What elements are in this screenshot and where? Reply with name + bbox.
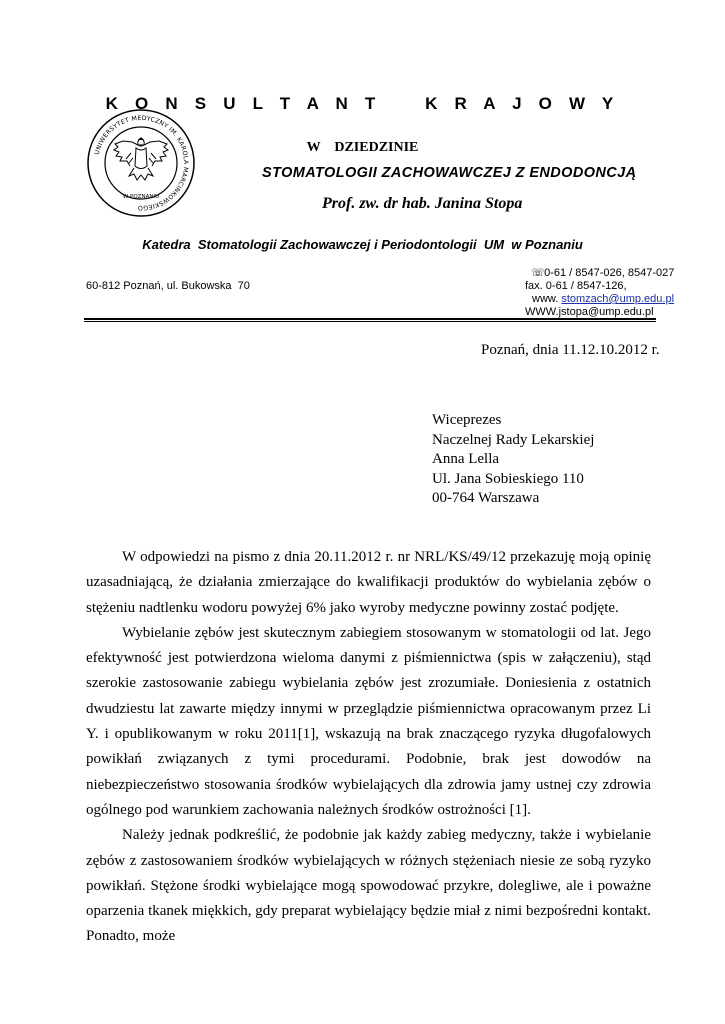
header-title: K O N S U L T A N T K R A J O W Y: [105, 94, 620, 113]
eagle-seal-icon: [86, 108, 196, 218]
phone-line: [531, 266, 674, 279]
university-seal: [86, 108, 196, 218]
field-name: STOMATOLOGII ZACHOWAWCZEJ Z ENDODONCJĄ: [262, 165, 637, 181]
department-name: Katedra Stomatologii Zachowawczej i Periodontologii UM w Poznaniu: [142, 237, 583, 252]
recipient-name: Anna Lella: [432, 451, 500, 467]
paragraph-2: Wybielanie zębów jest skutecznym zabiegiem stosowanym w stomatologii od lat. Jego efektywność jest potwierdzona wieloma danymi z piśmiennictwa (spis w załączeniu), stąd szerokie zastosowanie zabiegu wybielania zębów jest zrozumiałe. Doniesienia z ostatnich dwudziestu lat zawarte między innymi w przeglądzie piśmiennictwa opracowanym przez Li Y. i opublikowanym w roku 2011[1], wskazują na brak znaczącego ryzyka długofalowych powikłań związanych z tymi procedurami. Podobnie, brak jest dowodów na niebezpieczeństwo stosowania środków wybielających dla zdrowia jamy ustnej czy zdrowia ogólnego pod warunkiem zachowania należnych środków ostrożności [1].: [86, 624, 651, 818]
professor-name: Prof. zw. dr hab. Janina Stopa: [322, 195, 523, 212]
recipient-block: [432, 411, 594, 509]
recipient-title: Wiceprezes: [432, 412, 502, 428]
letter-body: [86, 545, 651, 950]
www-line: [532, 293, 674, 305]
seal-city: W POZNANIU: [122, 194, 160, 200]
fax-number: fax. 0-61 / 8547-126,: [525, 280, 627, 292]
postal-address: 60-812 Poznań, ul. Bukowska 70: [86, 280, 250, 292]
recipient-street: Ul. Jana Sobieskiego 110: [432, 470, 584, 487]
email-link[interactable]: stomzach@ump.edu.pl: [561, 293, 675, 305]
recipient-organization: Naczelnej Rady Lekarskiej: [432, 431, 595, 448]
paragraph-3: Należy jednak podkreślić, że podobnie jak każdy zabieg medyczny, także i wybielanie zębów z zastosowaniem środków wybielających w różnych stężeniach niesie ze sobą ryzyko powikłań. Stężone środki wybielające mogą spowodować przykre, dolegliwe, ale i poważne oparzenia tkanek miękkich, gdy preparat wybielający będzie miał z nimi bezpośredni kontakt. Ponadto, może: [86, 827, 651, 945]
paragraph-1: W odpowiedzi na pismo z dnia 20.11.2012 r. nr NRL/KS/49/12 przekazuję moją opinię uzasadniającą, że działania zmierzające do kwalifikacji produktów do wybielania zębów o stężeniu nadtlenku wodoru powyżej 6% jako wyroby medyczne powinny zostać podjęte.: [86, 549, 651, 616]
www-label: www.: [532, 293, 559, 305]
letter-date: Poznań, dnia 11.12.10.2012 r.: [481, 342, 660, 358]
header-divider: [84, 318, 656, 320]
phone-icon: ☏: [531, 267, 545, 279]
header-divider-thin: [84, 321, 656, 322]
recipient-city: 00-764 Warszawa: [432, 490, 540, 506]
seal-text: UNIWERSYTET MEDYCZNY IM. KAROLA MARCINKOWSKIEGO: [93, 114, 190, 212]
personal-email: WWW.jstopa@ump.edu.pl: [525, 306, 654, 318]
phone-number: 0-61 / 8547-026, 8547-027: [544, 267, 675, 279]
field-prefix: W DZIEDZINIE: [306, 140, 419, 155]
